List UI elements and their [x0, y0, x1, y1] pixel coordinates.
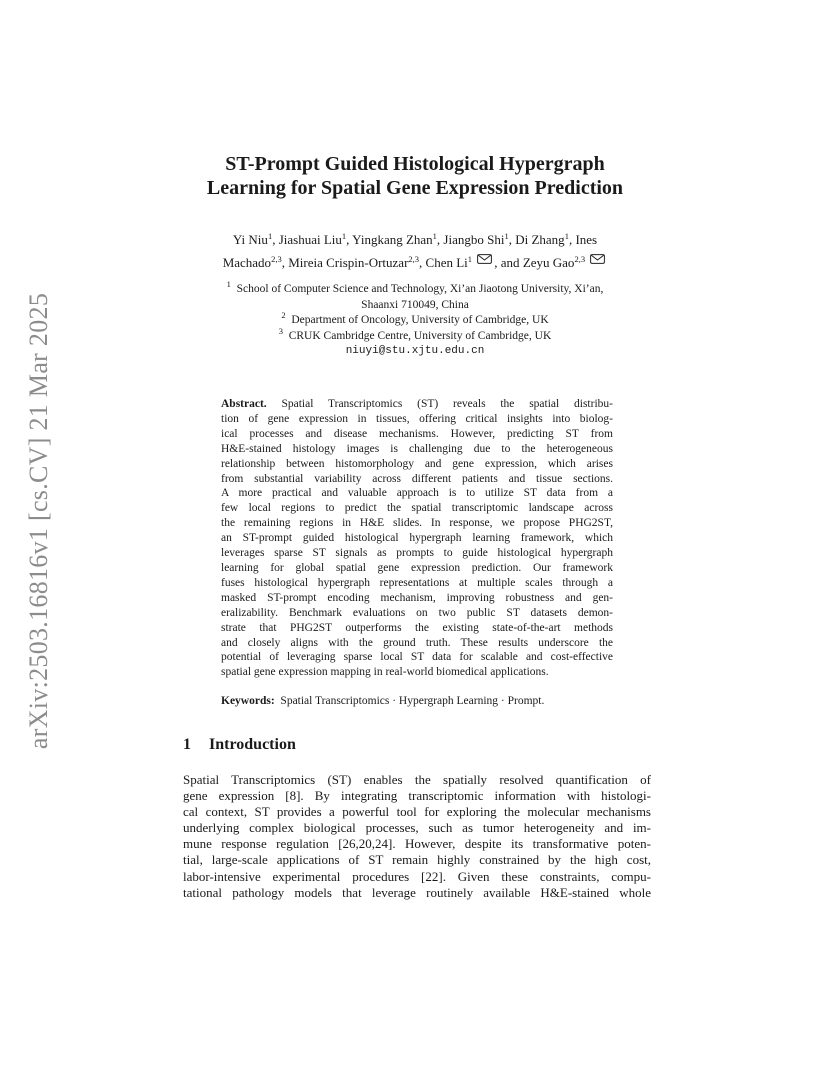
section-heading	[183, 736, 296, 754]
abstract-line: spatial gene expression mapping in real-world biomedical applications.	[221, 666, 549, 679]
abstract-line: fuses histological hypergraph representations at multiple scales through a	[221, 576, 613, 589]
abstract-line: Abstract. Spatial Transcriptomics (ST) reveals the spatial distribu-	[221, 398, 613, 410]
affiliation-2: $^2$ Department of Oncology, University of Cambridge, UK	[281, 310, 549, 327]
author-affil-mark: 2,3	[408, 254, 420, 264]
affiliation-1: $^1$ School of Computer Science and Technology, Xi’an Jiaotong University, Xi’an,	[226, 279, 604, 295]
abstract-line: from substantial variability across different patients and tissue sections.	[221, 472, 613, 485]
abstract-line: and closely aligns with the ground truth. These results underscore the	[221, 636, 613, 649]
author-line-1	[160, 228, 670, 251]
author-separator: ,	[281, 255, 289, 270]
abstract-line: an ST-prompt guided histological hypergraph learning framework, which	[221, 532, 613, 545]
author-separator: ,	[436, 232, 444, 247]
introduction-body	[183, 772, 651, 901]
author-list	[160, 228, 670, 274]
abstract-line: strate that PHG2ST outperforms the existing state-of-the-art methods	[221, 621, 613, 634]
title-line: Learning for Spatial Gene Expression Prediction	[206, 177, 624, 199]
abstract-line: few local regions to predict the spatial transcriptomic landscape across	[221, 502, 613, 515]
envelope-icon[interactable]	[590, 254, 605, 264]
arxiv-identifier-stamp	[22, 283, 56, 759]
author-separator: ,	[508, 232, 516, 247]
abstract-line: H&E-stained histology images is challenging due to the heterogeneous	[221, 442, 613, 455]
abstract-line: eralizability. Benchmark evaluations on two public ST datasets demon-	[221, 606, 613, 619]
abstract-line: potential of leveraging sparse local ST data for scalable and cost-effective	[221, 651, 613, 664]
author-affil-mark: 1	[504, 231, 509, 241]
author-line-2	[160, 251, 670, 274]
author-name: Di Zhang	[515, 232, 565, 247]
abstract-line: tion of gene expression in tissues, offering critical insights into biolog-	[221, 412, 613, 425]
keywords	[221, 694, 621, 709]
abstract-line: the remaining regions in H&E slides. In response, we propose PHG2ST,	[221, 517, 613, 530]
section-title: Introduction	[209, 736, 296, 753]
author-affil-mark: 2,3	[574, 254, 586, 264]
author-name: Yingkang Zhan	[352, 232, 433, 247]
author-name: Yi Niu	[232, 232, 268, 247]
author-separator: ,	[346, 232, 353, 247]
abstract-line: leverages sparse ST signals as prompts to guide histological hypergraph	[221, 547, 613, 560]
title-line: ST-Prompt Guided Histological Hypergraph	[225, 153, 605, 175]
paper-title	[150, 152, 680, 200]
author-affil-mark: 1	[341, 231, 347, 241]
author-separator: ,	[419, 255, 426, 270]
envelope-icon[interactable]	[477, 254, 492, 264]
body-line: underlying complex biological processes, such as tumor heterogeneity and im-	[183, 820, 651, 836]
author-name: Machado	[222, 255, 272, 270]
abstract-label: Abstract.	[221, 398, 267, 410]
body-line: tational pathology models that leverage routinely available H&E-stained whole	[183, 884, 651, 900]
author-name: Jiangbo Shi	[443, 232, 505, 247]
author-name: Chen Li	[425, 255, 468, 270]
affiliation-3: $^3$ CRUK Cambridge Centre, University of Cambridge, UK	[278, 325, 552, 342]
abstract-line: relationship between histomorphology and gene expression, which arises	[221, 457, 613, 470]
abstract-line: masked ST-prompt encoding mechanism, improving robustness and gen-	[221, 591, 613, 604]
author-separator: , Ines	[568, 232, 598, 247]
arxiv-identifier-text: arXiv:2503.16816v1 [cs.CV] 21 Mar 2025	[24, 292, 54, 750]
abstract-line: learning for global spatial gene expression prediction. Our framework	[221, 561, 613, 574]
body-line: labor-intensive experimental procedures [22]. Given these constraints, compu-	[183, 868, 651, 884]
affiliation-list	[180, 279, 650, 360]
body-line: mune response regulation [26,20,24]. However, despite its transformative poten-	[183, 836, 651, 852]
author-affil-mark: 1	[564, 231, 569, 241]
affiliation-1-cont: Shaanxi 710049, China	[361, 298, 469, 311]
body-line: Spatial Transcriptomics (ST) enables the spatially resolved quantification of	[183, 772, 651, 787]
abstract-line: ical processes and disease mechanisms. However, predicting ST from	[221, 427, 613, 440]
author-separator: ,	[272, 232, 279, 247]
author-name: Mireia Crispin-Ortuzar	[288, 255, 409, 270]
author-affil-mark: 1	[467, 254, 473, 264]
author-separator: , and	[494, 255, 523, 270]
author-affil-mark: 1	[267, 231, 273, 241]
author-name: Zeyu Gao	[522, 255, 575, 270]
abstract	[221, 397, 613, 680]
author-affil-mark: 1	[432, 231, 437, 241]
keywords-label: Keywords:	[221, 695, 275, 707]
body-line: gene expression [8]. By integrating transcriptomic information with histologi-	[183, 788, 651, 804]
keywords-text: Spatial Transcriptomics · Hypergraph Learning · Prompt.	[280, 695, 545, 707]
abstract-line: A more practical and valuable approach is to utilize ST data from a	[221, 487, 613, 500]
contact-email[interactable]: niuyi@stu.xjtu.edu.cn	[345, 345, 485, 358]
body-line: tial, large-scale applications of ST remain highly constrained by the high cost,	[183, 852, 651, 868]
author-affil-mark: 2,3	[271, 254, 282, 264]
body-line: cal context, ST provides a powerful tool for exploring the molecular mechanisms	[183, 804, 651, 820]
section-number: 1	[183, 736, 191, 753]
author-name: Jiashuai Liu	[278, 232, 342, 247]
